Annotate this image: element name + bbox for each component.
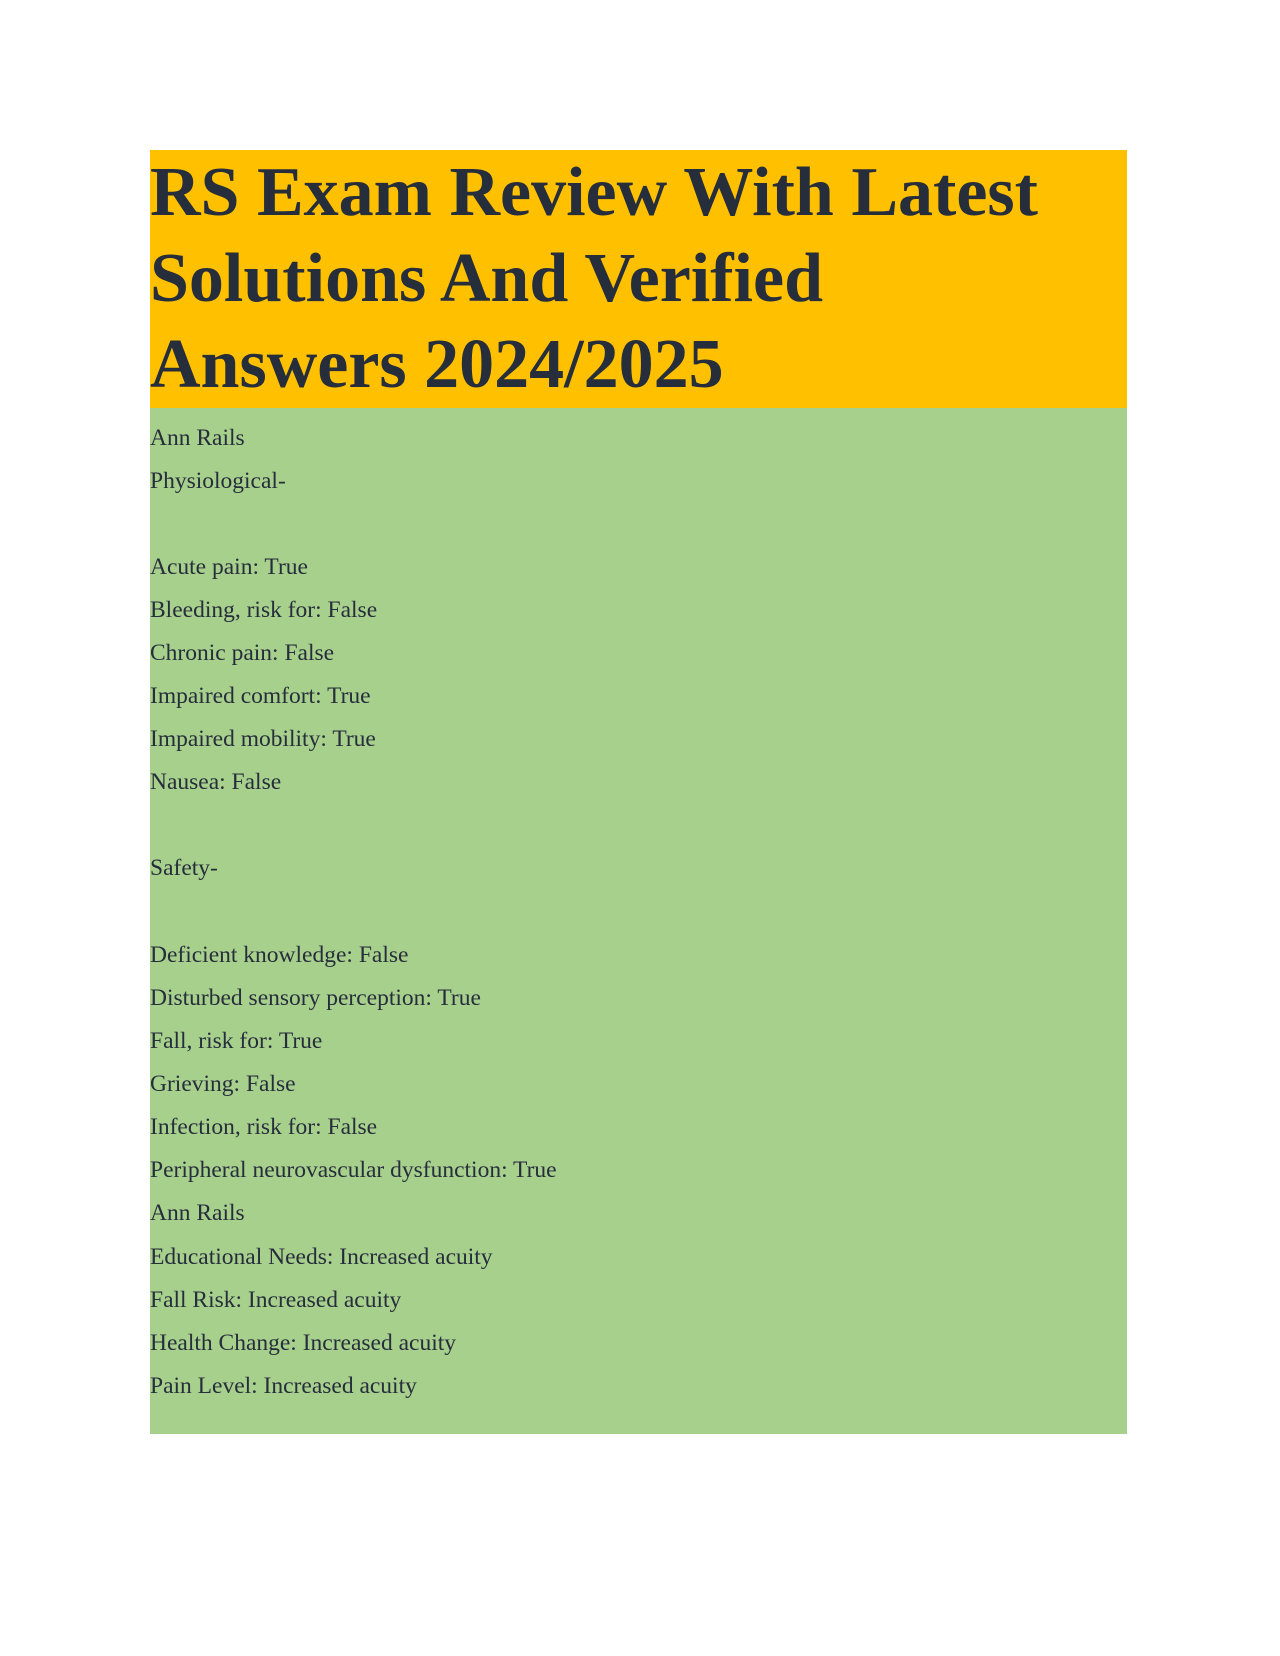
line-physiological-heading: Physiological-	[150, 468, 286, 494]
line-health-change: Health Change: Increased acuity	[150, 1330, 457, 1356]
line-grieving: Grieving: False	[150, 1071, 296, 1097]
document-title: RS Exam Review With Latest Solutions And Verified Answers 2024/2025	[150, 154, 1038, 403]
line-pain-level: Pain Level: Increased acuity	[150, 1373, 417, 1399]
line-safety-heading: Safety-	[150, 855, 218, 881]
line-fall-risk-for: Fall, risk for: True	[150, 1028, 323, 1054]
line-chronic-pain: Chronic pain: False	[150, 640, 335, 666]
line-impaired-comfort: Impaired comfort: True	[150, 683, 371, 709]
line-impaired-mobility: Impaired mobility: True	[150, 726, 376, 752]
line-peripheral-neurovascular: Peripheral neurovascular dysfunction: True	[150, 1157, 557, 1183]
content-section	[150, 408, 1127, 1434]
title-banner	[150, 150, 1127, 408]
line-educational-needs: Educational Needs: Increased acuity	[150, 1244, 493, 1270]
line-disturbed-sensory: Disturbed sensory perception: True	[150, 985, 481, 1011]
line-author-2: Ann Rails	[150, 1200, 245, 1226]
line-acute-pain: Acute pain: True	[150, 554, 308, 580]
line-author-1: Ann Rails	[150, 425, 245, 451]
line-nausea: Nausea: False	[150, 769, 282, 795]
line-fall-risk: Fall Risk: Increased acuity	[150, 1287, 402, 1313]
line-infection-risk: Infection, risk for: False	[150, 1114, 378, 1140]
line-deficient-knowledge: Deficient knowledge: False	[150, 942, 409, 968]
line-bleeding-risk: Bleeding, risk for: False	[150, 597, 378, 623]
